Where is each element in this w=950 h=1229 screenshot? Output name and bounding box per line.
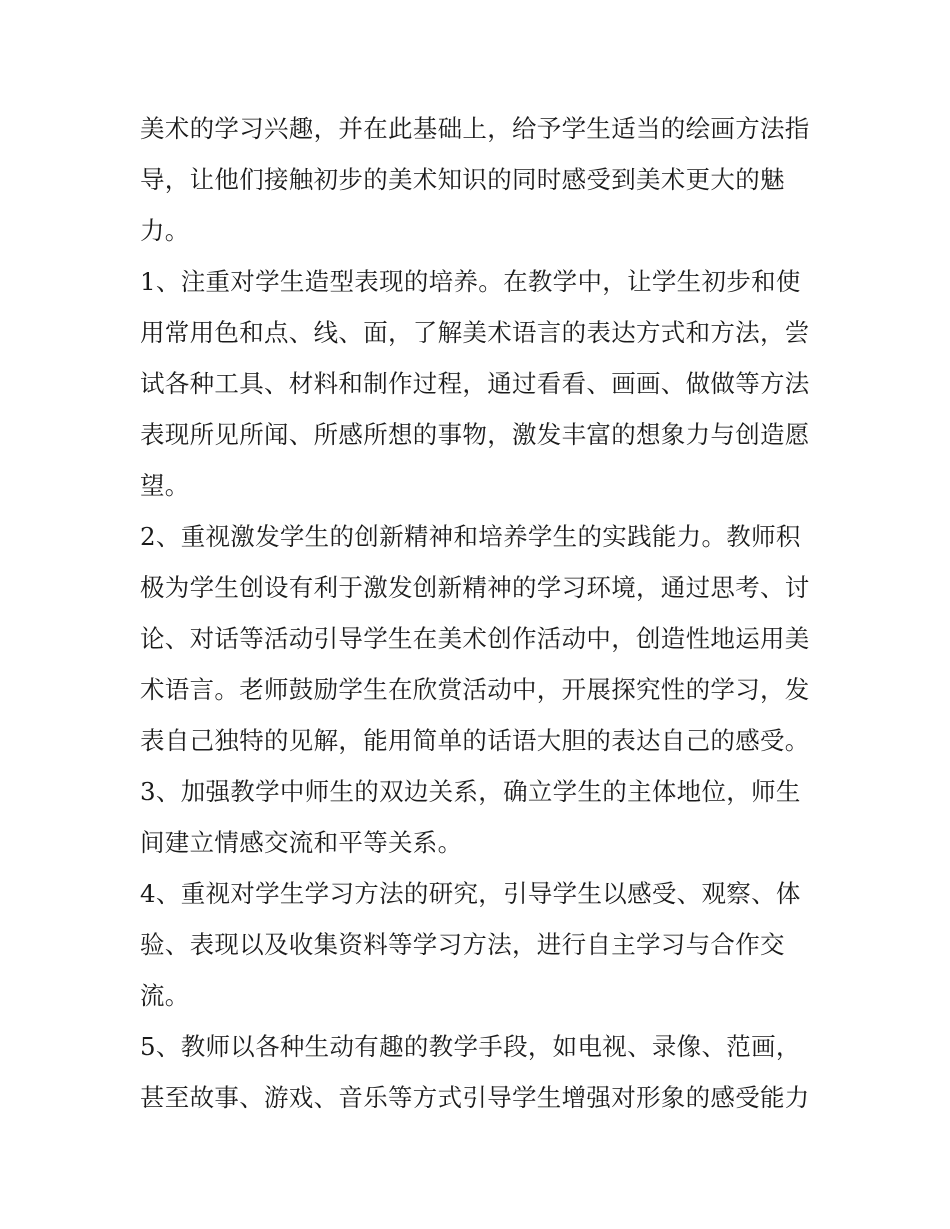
text-line: 验、表现以及收集资料等学习方法，进行自主学习与合作交 — [140, 930, 785, 959]
text-line: 极为学生创设有利于激发创新精神的学习环境，通过思考、讨 — [140, 573, 810, 602]
text-line: 导，让他们接触初步的美术知识的同时感受到美术更大的魅 — [140, 165, 785, 194]
text-line: 表现所见所闻、所感所想的事物，激发丰富的想象力与创造愿 — [140, 420, 810, 449]
paragraph — [140, 511, 820, 766]
text-line: 1、注重对学生造型表现的培养。在教学中，让学生初步和使 — [140, 267, 801, 296]
paragraph — [140, 868, 820, 1021]
text-line: 望。 — [140, 471, 190, 500]
paragraph — [140, 256, 820, 511]
text-line: 3、加强教学中师生的双边关系，确立学生的主体地位，师生 — [140, 777, 801, 806]
document-page — [140, 103, 820, 1123]
paragraph — [140, 766, 820, 868]
text-line: 试各种工具、材料和制作过程，通过看看、画画、做做等方法 — [140, 369, 810, 398]
text-line: 甚至故事、游戏、音乐等方式引导学生增强对形象的感受能力 — [140, 1083, 810, 1112]
text-line: 力。 — [140, 216, 190, 245]
text-line: 2、重视激发学生的创新精神和培养学生的实践能力。教师积 — [140, 522, 801, 551]
text-line: 4、重视对学生学习方法的研究，引导学生以感受、观察、体 — [140, 879, 801, 908]
paragraph — [140, 1021, 820, 1123]
text-line: 间建立情感交流和平等关系。 — [140, 828, 463, 857]
text-line: 表自己独特的见解，能用简单的话语大胆的表达自己的感受。 — [140, 726, 810, 755]
text-line: 用常用色和点、线、面，了解美术语言的表达方式和方法，尝 — [140, 318, 810, 347]
text-line: 流。 — [140, 981, 190, 1010]
text-line: 5、教师以各种生动有趣的教学手段，如电视、录像、范画， — [140, 1032, 801, 1061]
text-line: 美术的学习兴趣，并在此基础上，给予学生适当的绘画方法指 — [140, 114, 810, 143]
text-line: 术语言。老师鼓励学生在欣赏活动中，开展探究性的学习，发 — [140, 675, 810, 704]
text-line: 论、对话等活动引导学生在美术创作活动中，创造性地运用美 — [140, 624, 810, 653]
paragraph — [140, 103, 820, 256]
